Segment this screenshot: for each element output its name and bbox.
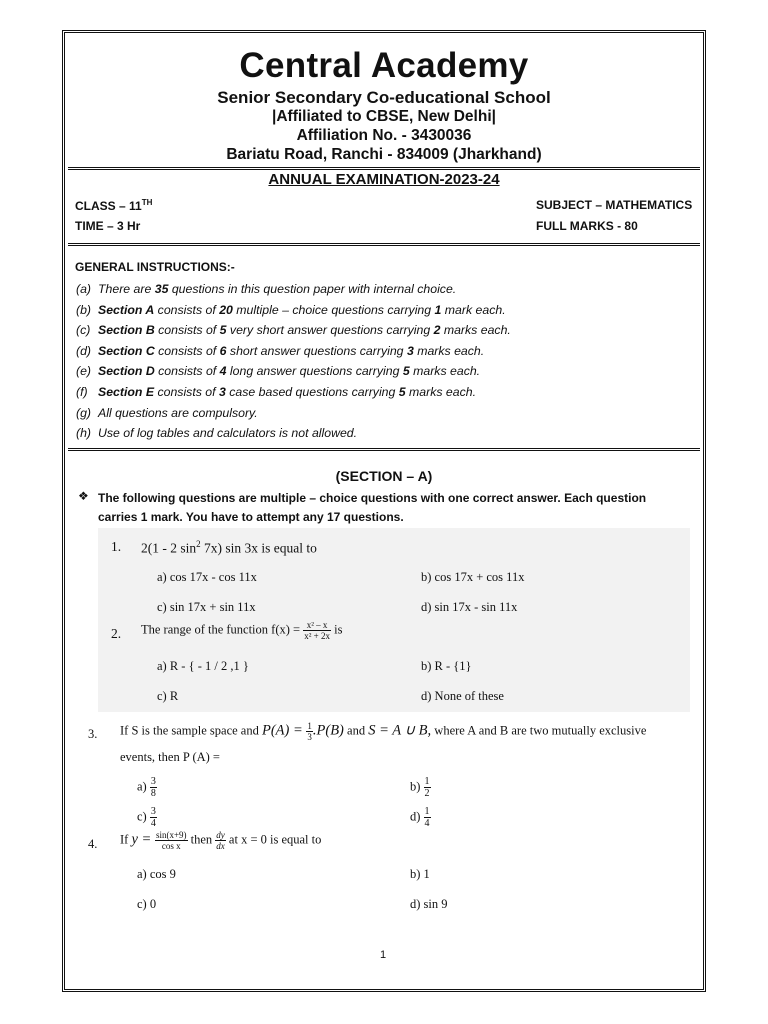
fraction: $\frac{1}{3}$ <box>307 721 312 742</box>
question-3-number: 3. <box>88 727 98 741</box>
instructions-heading: GENERAL INSTRUCTIONS:- <box>75 260 235 274</box>
full-marks-label: FULL MARKS - 80 <box>536 219 638 233</box>
section-intro: The following questions are multiple – choice questions with one correct answer. Each question carries 1 mark. You have to attempt any 17 questions. <box>98 491 647 524</box>
instruction-item: (f) Section E consists of 3 case based questions carrying 5 marks each. <box>76 384 476 399</box>
question-4-text: If y = $\frac{\sin(x+9)}{\text{cos x}}$ then $\frac{dy}{dx}$ at x = 0 is equal to <box>120 830 322 851</box>
page-number: 1 <box>379 949 387 961</box>
bullet-icon: ❖ <box>78 489 89 503</box>
question-1-option-a: a) cos 17x - cos 11x <box>157 570 257 584</box>
question-3-option-a: a) $\frac{3}{8}$ <box>137 776 156 799</box>
question-2-option-c: c) R <box>157 689 179 703</box>
time-label: TIME – 3 Hr <box>75 219 141 233</box>
question-4-number: 4. <box>88 837 98 851</box>
question-1-number: 1. <box>111 539 122 554</box>
question-2-option-d: d) None of these <box>421 689 504 703</box>
section-title: (SECTION – A) <box>335 468 433 484</box>
instructions-list <box>76 279 511 444</box>
question-3-text: If S is the sample space and P(A) = $\frac{1}{3}$ .P(B) and S = A ∪ B, where A and B are two mutually exclusive <box>120 721 647 742</box>
school-address: Bariatu Road, Ranchi - 834009 (Jharkhand) <box>226 146 542 163</box>
instruction-item: (a) There are 35 questions in this question paper with internal choice. <box>76 282 457 296</box>
question-4-option-a: a) cos 9 <box>137 867 176 881</box>
divider <box>68 243 700 246</box>
school-name: Central Academy <box>239 46 529 85</box>
question-3-option-b: b) $\frac{1}{2}$ <box>410 776 430 799</box>
question-1-option-b: b) cos 17x + cos 11x <box>421 570 525 584</box>
instruction-item: (e) Section D consists of 4 long answer questions carrying 5 marks each. <box>76 364 481 379</box>
question-3-option-d: d) $\frac{1}{4}$ <box>410 806 430 829</box>
question-1-option-d: d) sin 17x - sin 11x <box>421 600 518 614</box>
fraction: $\frac{\sin(x+9)}{\text{cos x}}$ <box>155 830 187 851</box>
question-3-line-2: events, then P (A) = <box>120 750 220 764</box>
instruction-item: (h) Use of log tables and calculators is not allowed. <box>76 426 358 441</box>
instruction-item: (d) Section C consists of 6 short answer questions carrying 3 marks each. <box>76 343 485 358</box>
question-1-option-c: c) sin 17x + sin 11x <box>157 600 256 614</box>
school-type: Senior Secondary Co-educational School <box>217 88 551 107</box>
divider <box>68 167 700 170</box>
question-1-text: 2(1 - 2 $\sin^2 7x$) sin 3x is equal to <box>141 539 317 556</box>
question-4-option-d: d) sin 9 <box>410 897 448 911</box>
question-4-option-c: c) 0 <box>137 897 157 911</box>
class-label: CLASS – 11TH <box>75 198 153 213</box>
question-2-option-a: a) R - { - 1 / 2 ,1 } <box>157 659 249 673</box>
instruction-item: (b) Section A consists of 20 multiple – choice questions carrying 1 mark each. <box>76 302 506 317</box>
instruction-item: (c) Section B consists of 5 very short answer questions carrying 2 marks each. <box>76 323 511 338</box>
affiliation-line: |Affiliated to CBSE, New Delhi| <box>272 108 496 125</box>
fraction: $\frac{dy}{dx}$ <box>216 830 225 851</box>
divider <box>68 448 700 451</box>
subject-label: SUBJECT – MATHEMATICS <box>536 198 693 212</box>
question-4-option-b: b) 1 <box>410 867 430 881</box>
question-2-text: The range of the function f(x) = $\frac{\text{x² – x}}{\text{x² + 2x}}$ is <box>141 620 343 641</box>
exam-title: ANNUAL EXAMINATION-2023-24 <box>268 171 500 188</box>
instruction-item: (g) All questions are compulsory. <box>76 405 258 420</box>
affiliation-number: Affiliation No. - 3430036 <box>296 127 472 144</box>
question-2-option-b: b) R - {1} <box>421 659 472 673</box>
question-2-number: 2. <box>111 626 122 641</box>
question-3-option-c: c) $\frac{3}{4}$ <box>137 806 156 829</box>
fraction: $\frac{\text{x² – x}}{\text{x² + 2x}}$ <box>304 620 330 641</box>
